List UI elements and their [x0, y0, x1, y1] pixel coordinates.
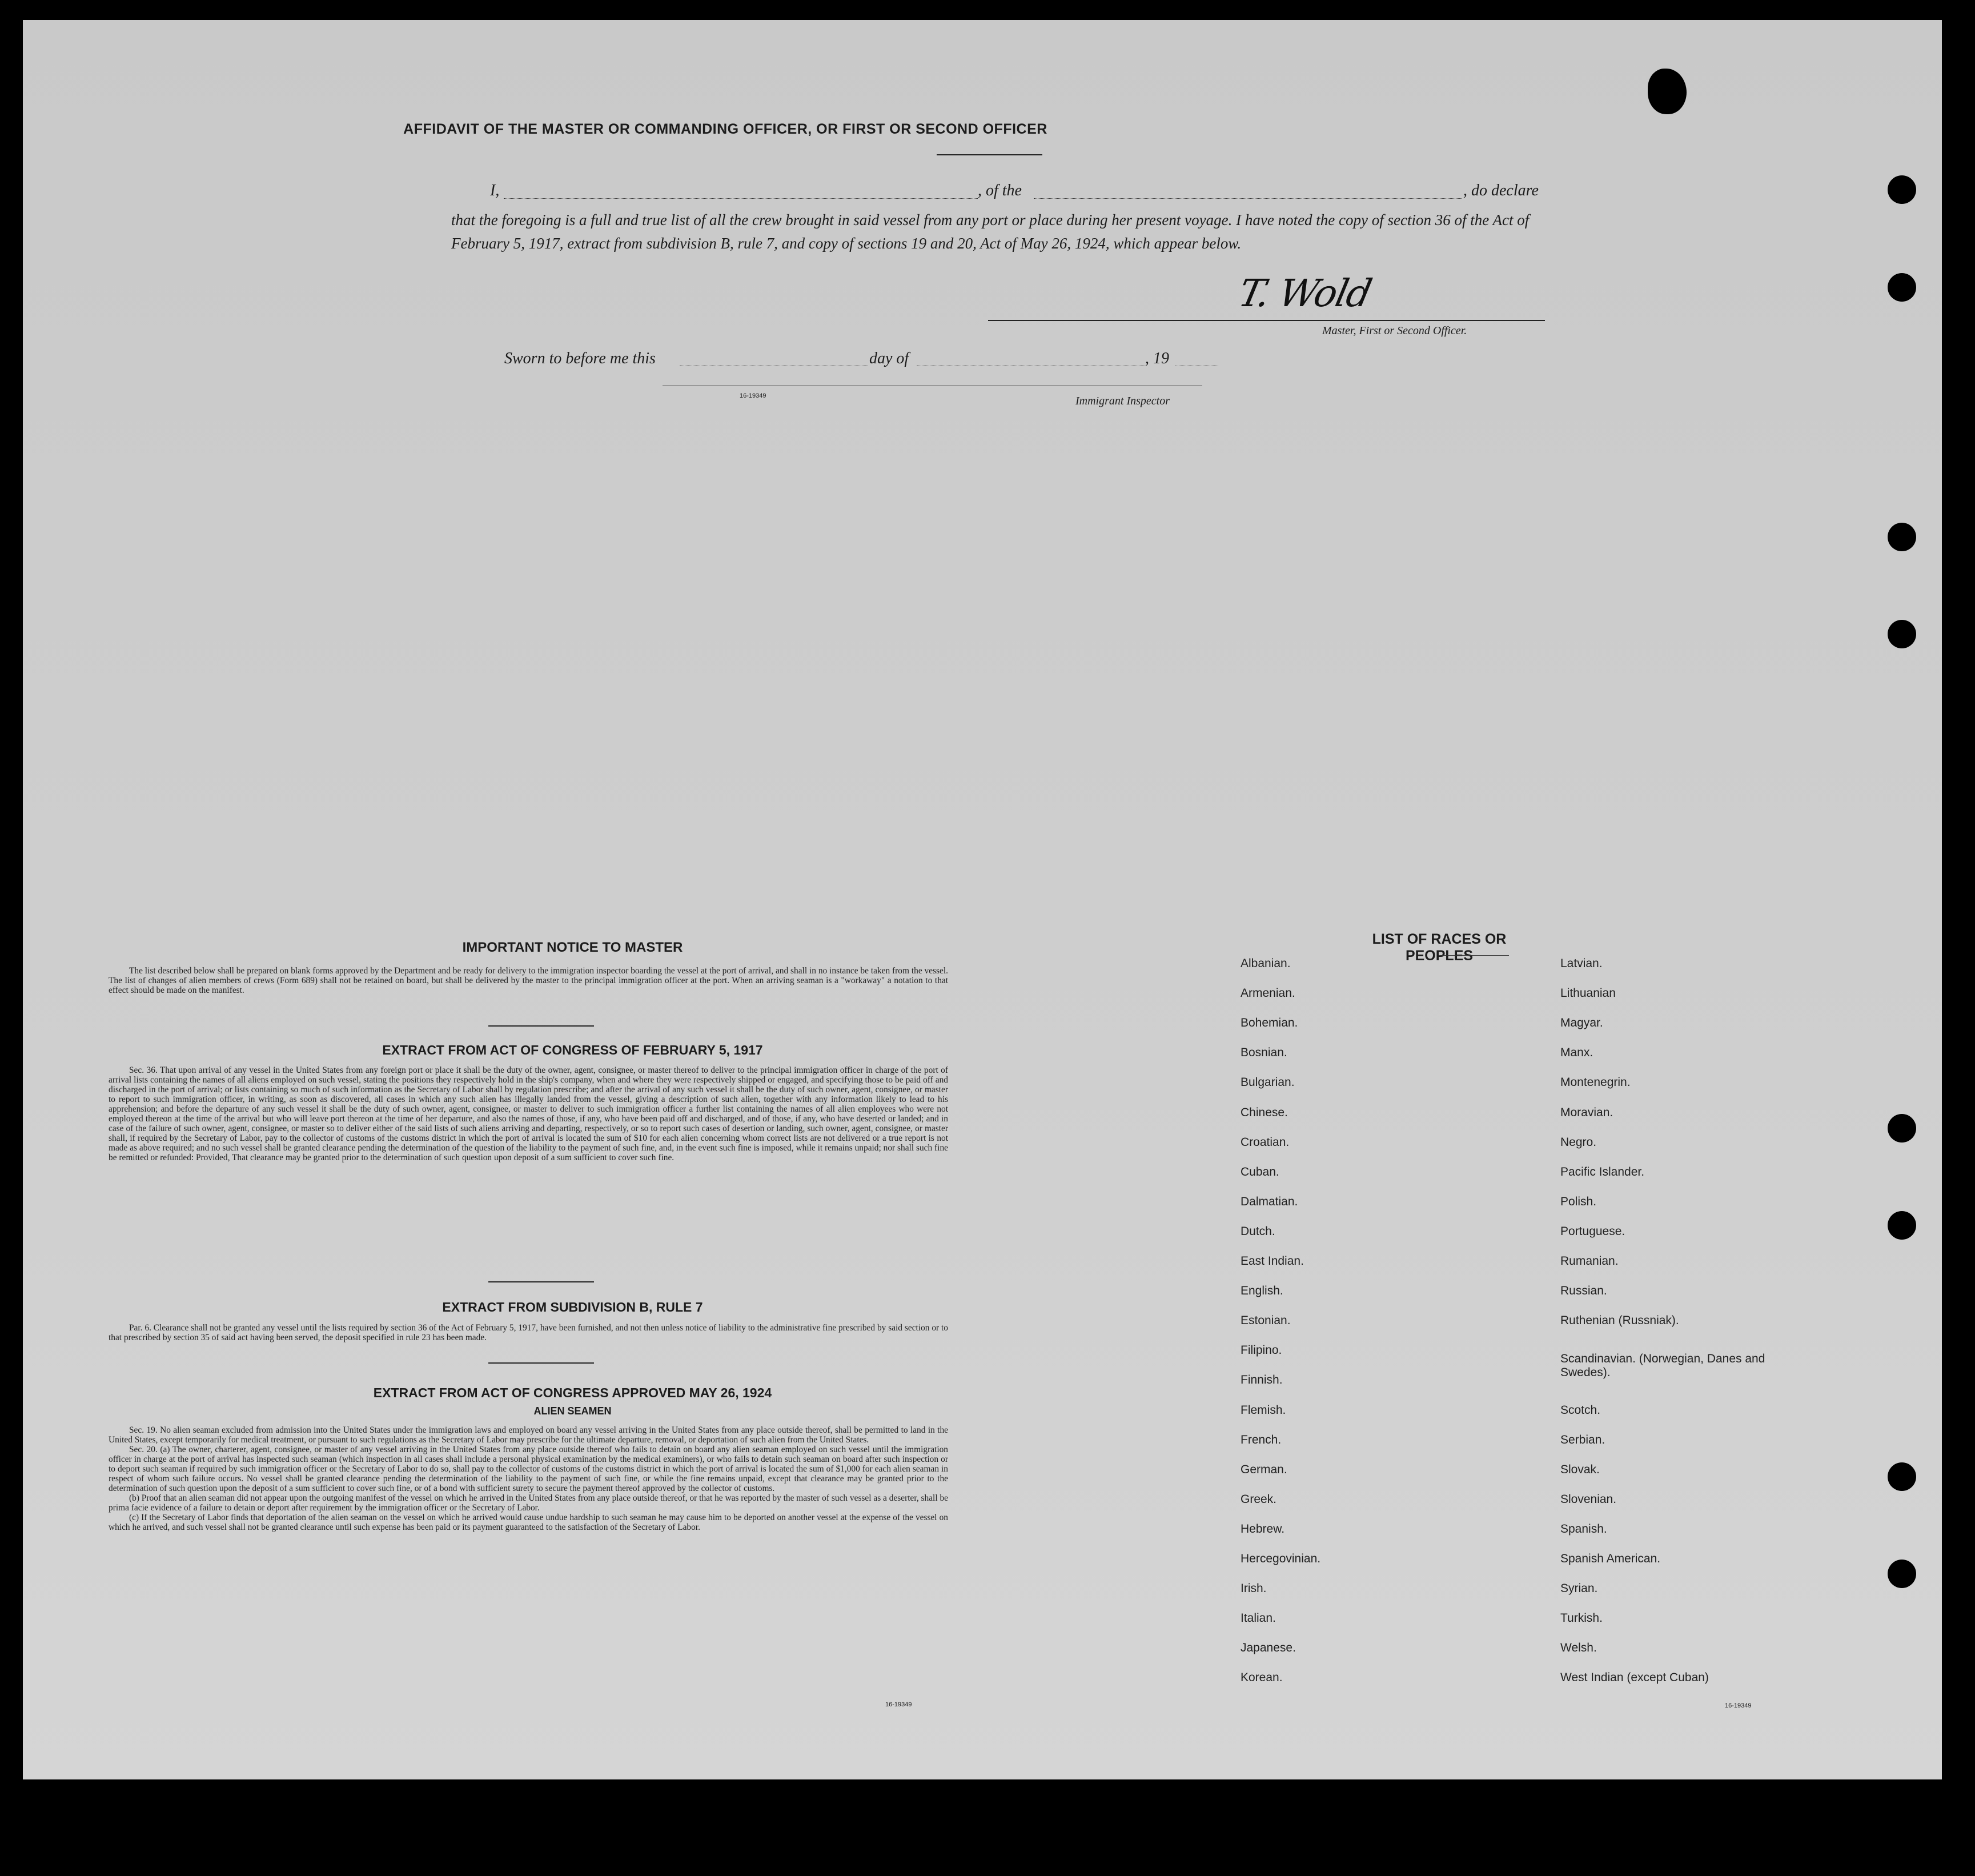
race-item: Bohemian. [1241, 1016, 1298, 1030]
race-item: Armenian. [1241, 987, 1295, 1000]
declarant-label: I, [490, 182, 500, 199]
race-item: East Indian. [1241, 1254, 1304, 1268]
race-item: Welsh. [1560, 1641, 1597, 1655]
race-item: English. [1241, 1284, 1283, 1298]
race-item: Polish. [1560, 1194, 1597, 1208]
section-divider [488, 1281, 594, 1282]
race-item: Bosnian. [1241, 1046, 1287, 1060]
race-item: West Indian (except Cuban) [1560, 1671, 1709, 1685]
extract-rule7-text [109, 1323, 948, 1342]
form-number: 16-19349 [1725, 1702, 1752, 1709]
race-item: Dalmatian. [1241, 1194, 1298, 1208]
section-divider [488, 1025, 594, 1027]
master-signature: T. Wold [1234, 271, 1375, 315]
race-item: Latvian. [1560, 957, 1603, 970]
form-sheet [23, 20, 1942, 1779]
race-item: Spanish. [1560, 1522, 1607, 1536]
do-declare-label: , do declare [1463, 182, 1539, 199]
race-item: Albanian. [1241, 957, 1291, 970]
race-item: Moravian. [1560, 1105, 1613, 1119]
of-the-label: , of the [978, 182, 1022, 199]
torn-corner-notch [1648, 69, 1687, 114]
race-item: Syrian. [1560, 1582, 1598, 1596]
sec-36-paragraph: Sec. 36. That upon arrival of any vessel in the United States from any foreign port or place it shall be the duty of the owner, agent, consignee, or master thereof to deliver to the principal immigration officer in charge of the port of arrival lists containing the names of all aliens employed on such vessel, stating the positions they respectively hold in the ship's company, when and where they were respectively shipped or engaged, and specifying those to be paid off and discharged in the port of arrival; or lists containing so much of such information as the Secretary of Labor shall by regulation prescribe; and after the arrival of any such vessel it shall be the duty of such owner, agent, consignee, or master to report to such immigration officer, in writing, as soon as discovered, all cases in which any such alien has illegally landed from the vessel, giving a description of such alien, together with any information likely to lead to his apprehension; and before the departure of any such vessel it shall be the duty of such owner, agent, consignee, or master to deliver to such immigration officer a further list containing the names of all alien employees who were not employed thereon at the time of the arrival but who will leave port thereon at the time of her departure, and also the names of those, if any, who have been paid off and discharged, and of those, if any, who have deserted or landed; and in case of the failure of such owner, agent, consignee, or master so to deliver either of the said lists of such aliens arriving and departing, respectively, or so to report such cases of desertion or landing, such owner, agent, consignee, or master shall, if required by the Secretary of Labor, pay to the collector of customs of the customs district in which the port of arrival is located the sum of $10 for each alien concerning whom correct lists are not delivered or a true report is not made as above required; and no such vessel shall be granted clearance pending the determination of the question of the liability to the payment of such fine, and, in the event such fine is imposed, while it remains unpaid; nor shall such fine be remitted or refunded: Provided, That clearance may be granted prior to the determination of such question upon deposit of a sum sufficient to cover such fine. [109, 1065, 948, 1163]
notice-text [109, 966, 948, 995]
declarant-name-line[interactable] [504, 198, 978, 199]
race-item: Dutch. [1241, 1224, 1275, 1238]
signature-line [988, 320, 1545, 321]
sec-19-paragraph: Sec. 19. No alien seaman excluded from admission into the United States under the immigration laws and employed on board any vessel arriving in the United States from any place outside thereof, shall be permitted to land in the United States, except temporarily for medical treatment, or pursuant to such regulations as the Secretary of Labor may prescribe for the ultimate departure, removal, or deportation of such alien from the United States. [109, 1425, 948, 1445]
race-item: Chinese. [1241, 1105, 1288, 1119]
race-item: Manx. [1560, 1046, 1593, 1060]
punch-hole [1888, 523, 1916, 551]
notice-title: IMPORTANT NOTICE TO MASTER [462, 940, 683, 955]
section-divider [488, 1362, 594, 1364]
notice-paragraph: The list described below shall be prepared on blank forms approved by the Department and be ready for delivery to the immigration inspector boarding the vessel at the port of arrival, and shall in no instance be taken from the vessel. The list of changes of alien members of crews (Form 689) shall not be retained on board, but shall be delivered by the master to the principal immigration officer at the port. When an arriving seaman is a "workaway" a notation to that effect should be made on the manifest. [109, 966, 948, 995]
race-item: Croatian. [1241, 1135, 1290, 1149]
races-title: LIST OF RACES OR PEOPLES [1372, 931, 1507, 964]
extract-1924-text [109, 1425, 948, 1532]
race-item: Hebrew. [1241, 1522, 1285, 1536]
race-item: Spanish American. [1560, 1552, 1661, 1565]
race-item: Ruthenian (Russniak). [1560, 1314, 1679, 1328]
race-item: Cuban. [1241, 1165, 1279, 1178]
extract-1924-title: EXTRACT FROM ACT OF CONGRESS APPROVED MAY 26, 1924 [373, 1385, 772, 1400]
punch-hole [1888, 1114, 1916, 1143]
race-item: Magyar. [1560, 1016, 1603, 1030]
race-item: Flemish. [1241, 1403, 1286, 1417]
race-item: Portuguese. [1560, 1224, 1625, 1238]
extract-1917-title: EXTRACT FROM ACT OF CONGRESS OF FEBRUARY 5, 1917 [382, 1043, 763, 1057]
inspector-caption: Immigrant Inspector [1075, 395, 1170, 407]
race-item: Bulgarian. [1241, 1076, 1295, 1089]
affidavit-title: AFFIDAVIT OF THE MASTER OR COMMANDING OFFICER, OR FIRST OR SECOND OFFICER [403, 121, 1047, 137]
form-number: 16-19349 [885, 1701, 912, 1708]
race-item: Rumanian. [1560, 1254, 1619, 1268]
punch-hole [1888, 1462, 1916, 1491]
race-item: Hercegovinian. [1241, 1552, 1321, 1565]
race-item: German. [1241, 1462, 1287, 1476]
races-title-underline [1440, 955, 1509, 956]
race-item: Slovenian. [1560, 1492, 1617, 1506]
race-item: Slovak. [1560, 1462, 1600, 1476]
year-label: , 19 [1145, 350, 1169, 367]
race-item: Montenegrin. [1560, 1076, 1631, 1089]
race-item: Pacific Islander. [1560, 1165, 1645, 1178]
title-underline [937, 154, 1042, 155]
race-item: Finnish. [1241, 1373, 1283, 1387]
punch-hole [1888, 175, 1916, 204]
race-item: Turkish. [1560, 1612, 1603, 1625]
form-number: 16-19349 [740, 392, 766, 399]
race-item: Scandinavian. (Norwegian, Danes and Swedes). [1560, 1352, 1765, 1380]
alien-seamen-subtitle: ALIEN SEAMEN [533, 1405, 612, 1417]
race-item: Italian. [1241, 1612, 1276, 1625]
punch-hole [1888, 273, 1916, 302]
race-item: Russian. [1560, 1284, 1607, 1298]
sec-20a-paragraph: Sec. 20. (a) The owner, charterer, agent, consignee, or master of any vessel arriving in the United States from any place outside thereof who fails to detain on board any alien seaman employed on such vessel until the immigration officer in charge at the port of arrival has inspected such seaman (which inspection in all cases shall include a personal physical examination by the medical examiners), or who fails to detain such seaman on board after such inspection or to deport such seaman if required by such immigration officer or the Secretary of Labor to do so, shall pay to the collector of customs of the customs district in which the port of arrival is located the sum of $1,000 for each alien seaman in respect of whom such failure occurs. No vessel shall be granted clearance pending the determination of the liability to the payment of such fine, or while the fine remains unpaid, except that clearance may be granted prior to the determination of such question upon the deposit of a sum sufficient to cover such fine, or of a bond with sufficient surety to secure the payment thereof approved by the collector of customs. [109, 1445, 948, 1493]
vessel-name-line[interactable] [1034, 198, 1462, 199]
race-item: French. [1241, 1433, 1282, 1446]
race-item: Scotch. [1560, 1403, 1601, 1417]
sworn-label: Sworn to before me this [504, 350, 656, 367]
sec-20b-paragraph: (b) Proof that an alien seaman did not appear upon the outgoing manifest of the vessel on which he arrived in the United States from any place outside thereof, or that he was reported by the master of such vessel as a deserter, shall be prima facie evidence of a failure to detain or deport after requirement by the immigration officer or the Secretary of Labor. [109, 1493, 948, 1513]
day-of-label: day of [869, 350, 909, 367]
par-6-paragraph: Par. 6. Clearance shall not be granted any vessel until the lists required by section 36 of the Act of February 5, 1917, have been furnished, and not then unless notice of liability to the administrative fine prescribed by said section or to that prescribed by section 35 of said act having been served, the deposit specified in rule 23 has been made. [109, 1323, 948, 1342]
race-item: Filipino. [1241, 1344, 1282, 1357]
race-item: Irish. [1241, 1582, 1267, 1596]
race-item: Negro. [1560, 1135, 1597, 1149]
punch-hole [1888, 1560, 1916, 1588]
extract-rule7-title: EXTRACT FROM SUBDIVISION B, RULE 7 [442, 1300, 703, 1314]
race-item: Lithuanian [1560, 987, 1616, 1000]
punch-hole [1888, 1211, 1916, 1240]
declaration-text: that the foregoing is a full and true list of all the crew brought in said vessel from any port or place during her present voyage. I have noted the copy of section 36 of the Act of February 5, 1917, extract from subdivision B, rule 7, and copy of sections 19 and 20, Act of May 26, 1924, which appear below. [451, 211, 1530, 252]
race-item: Korean. [1241, 1671, 1283, 1685]
race-item: Serbian. [1560, 1433, 1605, 1446]
punch-hole [1888, 620, 1916, 648]
race-item: Estonian. [1241, 1314, 1291, 1328]
race-item: Japanese. [1241, 1641, 1296, 1655]
sec-20c-paragraph: (c) If the Secretary of Labor finds that deportation of the alien seaman on the vessel on which he arrived would cause undue hardship to such seaman he may cause him to be deported on another vessel at the expense of the vessel on which he arrived, and such vessel shall not be granted clearance until such expense has been paid or its payment guaranteed to the satisfaction of the Secretary of Labor. [109, 1513, 948, 1532]
signature-caption: Master, First or Second Officer. [1322, 324, 1467, 337]
race-item: Greek. [1241, 1492, 1277, 1506]
extract-1917-text [109, 1065, 948, 1163]
